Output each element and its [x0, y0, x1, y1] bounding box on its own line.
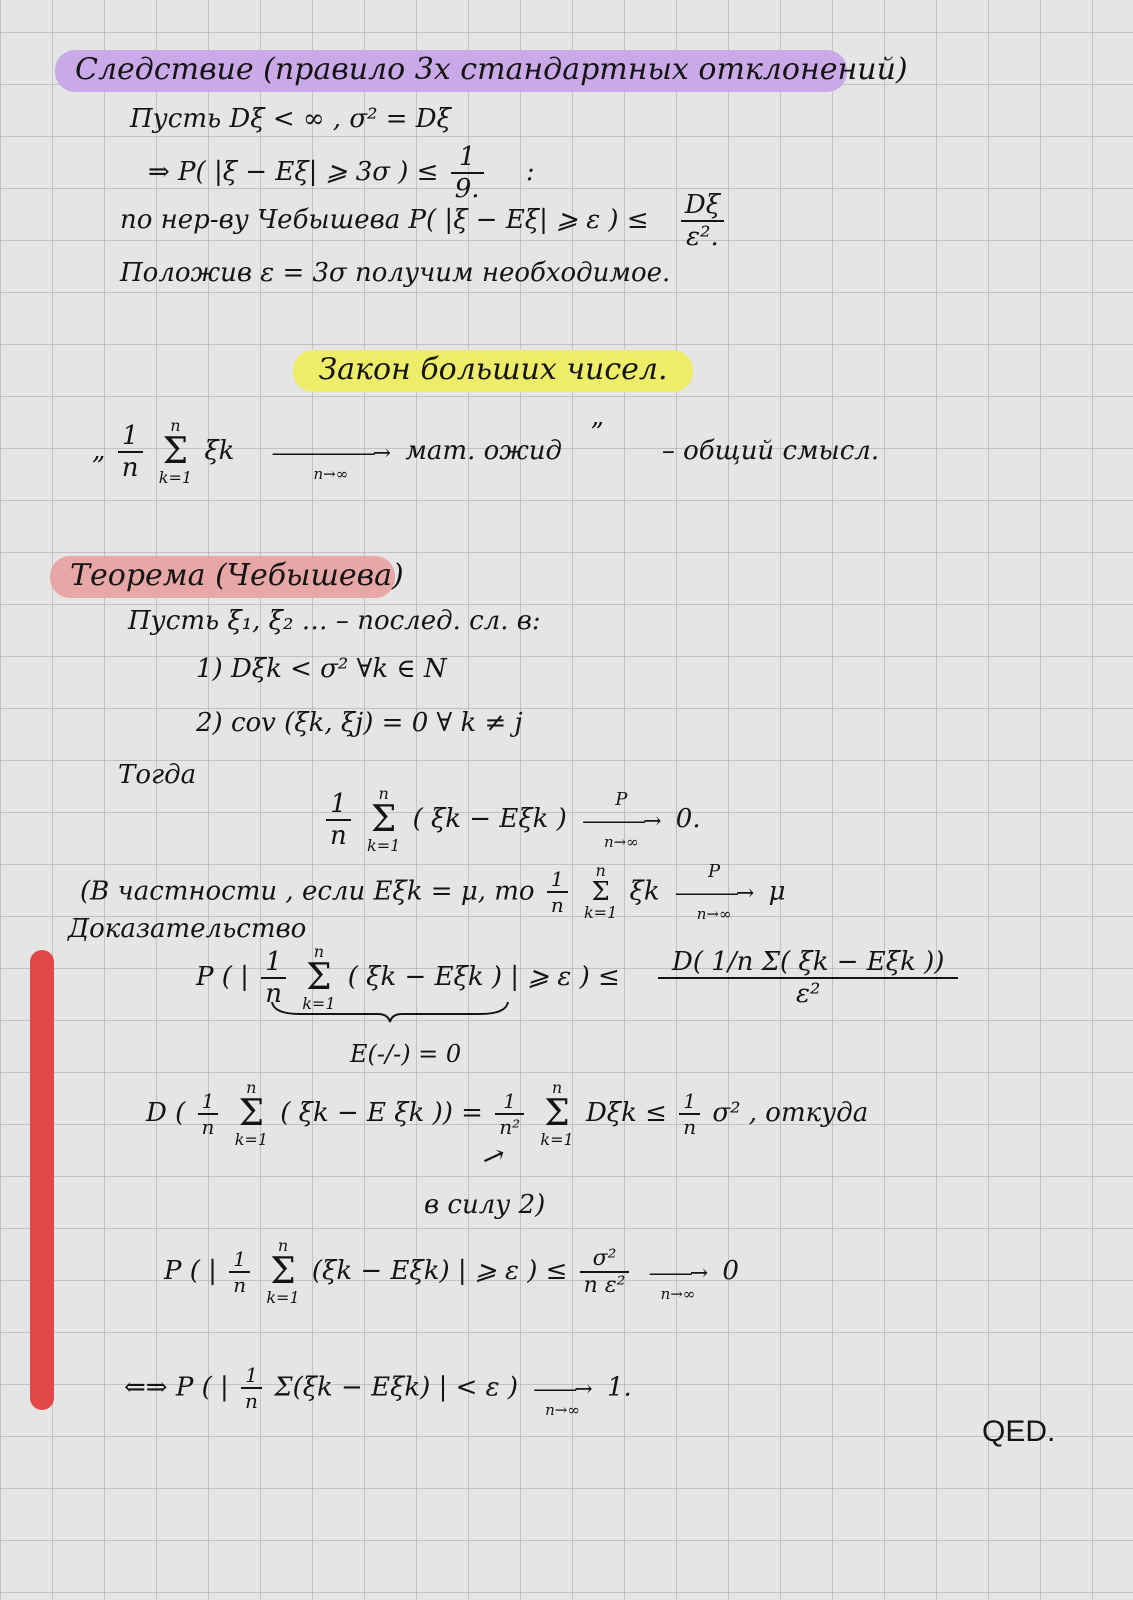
- open-quote: „: [92, 436, 106, 466]
- sum-term: ξk: [204, 436, 235, 466]
- fraction-denominator: n: [245, 1389, 258, 1414]
- theorem-title: Теорема (Чебышева): [50, 556, 395, 598]
- sum-lower: k=1: [583, 903, 618, 923]
- fraction-variance-bound: [658, 947, 958, 1009]
- proof-line-1-lhs-open: P ( |: [196, 962, 249, 992]
- sum-upper: n: [551, 1078, 563, 1097]
- fraction-numerator: 1: [261, 947, 286, 979]
- convergence-arrow: [650, 1242, 706, 1303]
- convergence-arrow: [583, 790, 659, 851]
- fraction-numerator: Dξ: [681, 190, 724, 222]
- proof-line-2-open: D (: [146, 1098, 186, 1128]
- convergence-arrow: [273, 422, 389, 483]
- sum-lower: k=1: [302, 994, 336, 1013]
- proof-title: Доказательство: [68, 914, 307, 944]
- underbrace: [270, 1000, 510, 1068]
- theorem-main-statement: [322, 786, 701, 854]
- sigma-symbol: Σ: [591, 877, 610, 908]
- arrow-subscript: n→∞: [696, 905, 732, 924]
- sum-operator: [266, 1238, 299, 1306]
- sum-lower: k=1: [367, 836, 401, 855]
- fraction-numerator: σ²: [580, 1246, 630, 1273]
- fraction-variance-over-eps: [681, 190, 724, 252]
- sigma-symbol: Σ: [238, 1093, 265, 1134]
- sum-upper: n: [277, 1236, 289, 1255]
- fraction-denominator: ε².: [686, 222, 719, 252]
- particular-text: (В частности , если Eξk = μ, то: [80, 876, 535, 907]
- fraction-numerator: 1: [679, 1089, 700, 1115]
- proof-line-2-variance: Dξk ≤: [585, 1098, 667, 1128]
- theorem-condition-2: 2) cov (ξk, ξj) = 0 ∀ k ≠ j: [196, 708, 523, 738]
- lln-text: мат. ожид: [405, 436, 563, 466]
- fraction-numerator: 1: [241, 1363, 262, 1389]
- sum-upper: n: [313, 942, 325, 961]
- fraction-numerator: 1: [118, 421, 143, 453]
- proof-line-4-term: Σ(ξk − Eξk) | < ε ): [274, 1372, 519, 1403]
- proof-line-2-term: ( ξk − E ξk )) =: [280, 1098, 483, 1128]
- arrow-superscript: P: [708, 861, 721, 882]
- theorem-condition-1: 1) Dξk < σ² ∀k ∈ N: [196, 654, 447, 684]
- arrow-shaft: ―――→: [675, 881, 753, 906]
- sum-operator: [235, 1080, 268, 1148]
- fraction-denominator: n: [265, 979, 282, 1009]
- sigma-symbol: Σ: [306, 957, 332, 998]
- sum-operator: [159, 418, 192, 486]
- fraction-one-over-n: [241, 1363, 262, 1413]
- fraction-denominator: 9.: [454, 174, 480, 204]
- sum-lower: k=1: [266, 1288, 300, 1307]
- arrow-shaft: ―――――→: [272, 440, 390, 466]
- sum-term: ξk: [629, 876, 660, 907]
- underbrace-label: E(-/-) = 0: [350, 1040, 462, 1068]
- sigma-symbol: Σ: [162, 431, 189, 472]
- fraction-denominator: n ε²: [583, 1273, 626, 1298]
- lln-statement: [92, 418, 879, 486]
- corollary-line-4: Положив ε = 3σ получим необходимое.: [120, 258, 671, 288]
- arrow-subscript: n→∞: [660, 1284, 696, 1303]
- fraction-one-over-n: [679, 1089, 700, 1139]
- sum-operator: [540, 1080, 573, 1148]
- fraction-one-over-n: [326, 789, 351, 851]
- fraction-numerator: 1: [495, 1089, 524, 1115]
- fraction-one-over-n: [198, 1089, 219, 1139]
- sigma-symbol: Σ: [370, 799, 397, 840]
- arrow-shaft: ―――→: [583, 808, 660, 834]
- arrow-shaft: ――→: [649, 1260, 707, 1286]
- qed-mark: QED.: [982, 1415, 1056, 1448]
- convergence-arrow: [534, 1358, 590, 1419]
- annotation-arrow-icon: ↗: [477, 1136, 511, 1177]
- fraction-one-over-n: [118, 421, 143, 483]
- lln-title: Закон больших чисел.: [293, 350, 693, 392]
- sum-lower: k=1: [158, 468, 193, 487]
- arrow-subscript: n→∞: [603, 832, 639, 851]
- sum-operator: [367, 786, 400, 854]
- fraction-one-over-n: [547, 867, 568, 917]
- proof-margin-bar: [30, 950, 54, 1410]
- fraction-numerator: D( 1/n Σ( ξk − Eξk )): [658, 947, 958, 979]
- sum-lower: k=1: [234, 1130, 268, 1149]
- arrow-subscript: n→∞: [313, 464, 349, 483]
- arrow-superscript: P: [615, 788, 628, 810]
- fraction-numerator: 1: [451, 142, 484, 174]
- fraction-denominator: n: [201, 1115, 215, 1139]
- fraction-denominator: n: [233, 1273, 247, 1297]
- sum-term: ( ξk − Eξk ): [412, 804, 567, 834]
- proof-line-2: [146, 1080, 868, 1148]
- fraction-numerator: 1: [326, 789, 351, 821]
- fraction-one-over-n-squared: [495, 1089, 524, 1139]
- fraction-denominator: n: [550, 893, 564, 918]
- underbrace-shape: [270, 1000, 510, 1024]
- corollary-line-1: Пусть Dξ < ∞ , σ² = Dξ: [130, 104, 451, 134]
- lln-meaning: – общий смысл.: [661, 436, 880, 466]
- fraction-denominator: n: [121, 453, 139, 483]
- corollary-title: Следствие (правило 3х стандартных отклонений): [55, 50, 847, 92]
- arrow-subscript: n→∞: [545, 1401, 580, 1420]
- sigma-symbol: Σ: [544, 1093, 570, 1134]
- sum-upper: n: [246, 1078, 257, 1097]
- close-quote: ”: [590, 418, 604, 448]
- fraction-numerator: 1: [229, 1247, 250, 1273]
- fraction-numerator: 1: [198, 1089, 219, 1115]
- corollary-line-2-colon: :: [525, 157, 535, 187]
- proof-line-3-open: P ( |: [164, 1256, 217, 1286]
- proof-line-4: [124, 1358, 632, 1419]
- fraction-denominator: n: [683, 1115, 697, 1139]
- fraction-sigma-over-n-eps: [580, 1246, 630, 1298]
- sum-operator: [584, 863, 617, 921]
- sum-upper: n: [170, 416, 181, 435]
- sigma-symbol: Σ: [270, 1251, 296, 1292]
- proof-line-2-tail: σ² , откуда: [712, 1098, 869, 1128]
- proof-line-3: [164, 1238, 739, 1306]
- arrow-shaft: ――→: [534, 1377, 591, 1402]
- sum-upper: n: [595, 861, 606, 881]
- limit-value: 1.: [606, 1372, 632, 1403]
- proof-line-4-open: ⇐⇒ P ( |: [124, 1372, 229, 1403]
- fraction-denominator: n: [330, 821, 347, 851]
- corollary-line-2-text: ⇒ P( |ξ − Eξ| ⩾ 3σ ) ≤: [148, 157, 447, 187]
- fraction-numerator: 1: [547, 867, 568, 893]
- proof-line-3-term: (ξk − Eξk) | ⩾ ε ) ≤: [311, 1256, 568, 1286]
- proof-note: в силу 2): [424, 1190, 546, 1220]
- corollary-line-3-text: по нер-ву Чебышева P( |ξ − Eξ| ⩾ ε ) ≤: [120, 205, 657, 235]
- fraction-denominator: n²: [499, 1115, 521, 1139]
- limit-value: 0.: [675, 804, 701, 834]
- proof-line-1-lhs-rest: ( ξk − Eξk ) | ⩾ ε ) ≤: [347, 962, 620, 992]
- limit-value: μ: [768, 876, 786, 907]
- corollary-line-3: [120, 190, 728, 252]
- convergence-arrow: [676, 862, 752, 923]
- sum-upper: n: [378, 784, 389, 803]
- theorem-line-1: Пусть ξ₁, ξ₂ … – послед. сл. в:: [128, 606, 541, 636]
- fraction-one-over-n: [229, 1247, 250, 1297]
- theorem-then: Тогда: [118, 760, 197, 790]
- fraction-denominator: ε²: [796, 979, 821, 1009]
- sum-lower: k=1: [540, 1130, 574, 1149]
- limit-value: 0: [722, 1256, 739, 1286]
